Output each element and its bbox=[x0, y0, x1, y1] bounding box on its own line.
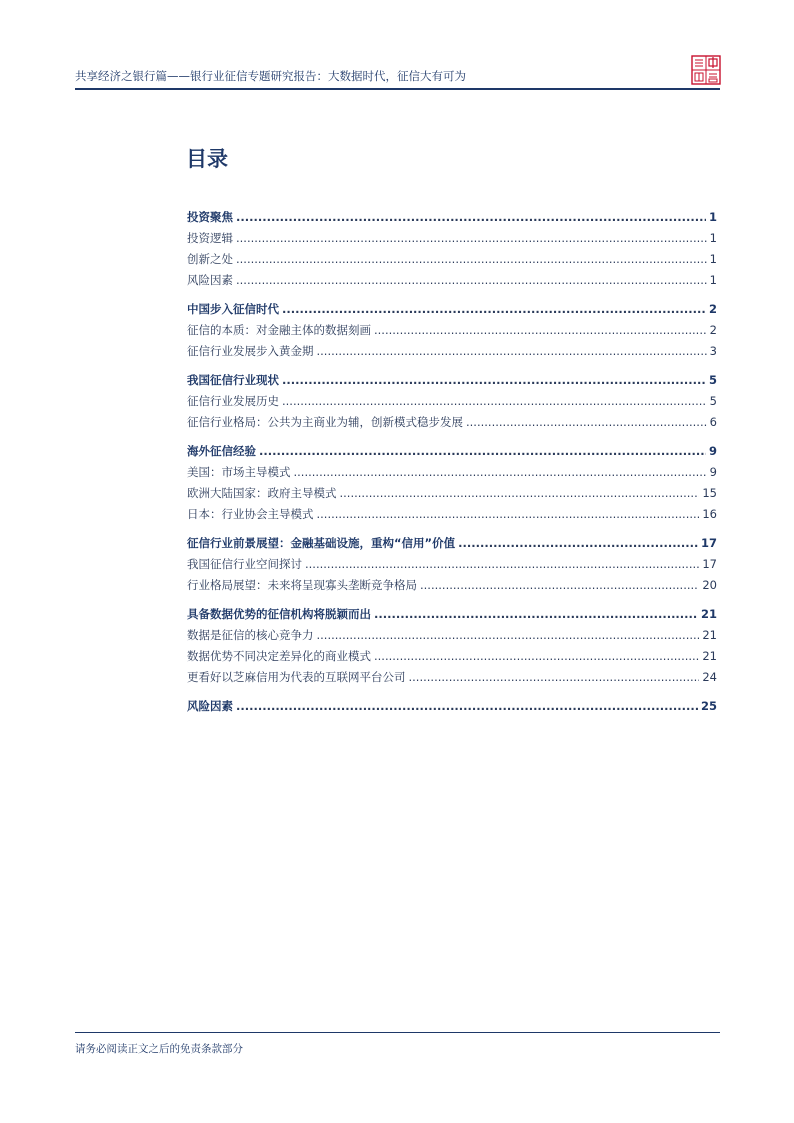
toc-entry-title: 日本：行业协会主导模式 bbox=[187, 507, 314, 521]
toc-leader-dots bbox=[236, 270, 707, 291]
toc-entry-title: 中国步入征信时代 bbox=[187, 302, 279, 316]
citic-securities-logo bbox=[691, 55, 721, 85]
toc-entry[interactable] bbox=[187, 249, 717, 270]
toc-page-number: 25 bbox=[700, 699, 717, 713]
toc-leader-dots bbox=[374, 603, 698, 625]
toc-heading: 目录 bbox=[186, 147, 228, 171]
toc-page-number: 24 bbox=[702, 670, 717, 684]
toc-entry[interactable] bbox=[187, 320, 717, 341]
toc-entry[interactable] bbox=[187, 483, 717, 504]
toc-leader-dots bbox=[458, 532, 698, 554]
toc-section bbox=[187, 206, 717, 291]
toc-section-entry[interactable] bbox=[187, 206, 717, 228]
toc-section bbox=[187, 298, 717, 362]
toc-page-number: 21 bbox=[702, 649, 717, 663]
toc-entry-title: 欧洲大陆国家：政府主导模式 bbox=[187, 486, 337, 500]
toc-leader-dots bbox=[374, 646, 699, 667]
toc-entry-title: 征信行业发展历史 bbox=[187, 394, 279, 408]
toc-leader-dots bbox=[236, 249, 707, 270]
toc-entry-title: 数据是征信的核心竞争力 bbox=[187, 628, 314, 642]
toc-entry-title: 风险因素 bbox=[187, 699, 233, 713]
toc-leader-dots bbox=[466, 412, 707, 433]
toc-entry[interactable] bbox=[187, 504, 717, 525]
toc-leader-dots bbox=[374, 320, 707, 341]
toc-page-number: 5 bbox=[709, 394, 717, 408]
toc-leader-dots bbox=[317, 504, 700, 525]
footer-divider bbox=[75, 1032, 720, 1033]
toc-section-entry[interactable] bbox=[187, 603, 717, 625]
toc-entry-title: 投资逻辑 bbox=[187, 231, 233, 245]
toc-entry-title: 我国征信行业空间探讨 bbox=[187, 557, 302, 571]
table-of-contents bbox=[187, 206, 717, 724]
toc-section bbox=[187, 532, 717, 596]
toc-entry-title: 具备数据优势的征信机构将脱颖而出 bbox=[187, 607, 371, 621]
toc-leader-dots bbox=[282, 369, 706, 391]
toc-entry-title: 行业格局展望：未来将呈现寡头垄断竞争格局 bbox=[187, 578, 417, 592]
toc-entry[interactable] bbox=[187, 667, 717, 688]
disclaimer-note: 请务必阅读正文之后的免责条款部分 bbox=[75, 1043, 243, 1055]
toc-entry[interactable] bbox=[187, 646, 717, 667]
toc-entry[interactable] bbox=[187, 554, 717, 575]
toc-page-number: 9 bbox=[709, 465, 717, 479]
toc-entry-title: 海外征信经验 bbox=[187, 444, 256, 458]
toc-leader-dots bbox=[420, 575, 699, 596]
toc-entry[interactable] bbox=[187, 391, 717, 412]
toc-leader-dots bbox=[340, 483, 700, 504]
toc-page-number: 5 bbox=[708, 373, 717, 387]
toc-section-entry[interactable] bbox=[187, 440, 717, 462]
toc-entry-title: 征信行业格局：公共为主商业为辅，创新模式稳步发展 bbox=[187, 415, 463, 429]
toc-page-number: 21 bbox=[700, 607, 717, 621]
toc-page-number: 1 bbox=[708, 210, 717, 224]
toc-leader-dots bbox=[282, 298, 706, 320]
toc-entry[interactable] bbox=[187, 575, 717, 596]
toc-section bbox=[187, 695, 717, 717]
toc-page-number: 21 bbox=[702, 628, 717, 642]
toc-page-number: 17 bbox=[700, 536, 717, 550]
toc-entry-title: 投资聚焦 bbox=[187, 210, 233, 224]
toc-page-number: 9 bbox=[708, 444, 717, 458]
toc-entry-title: 数据优势不同决定差异化的商业模式 bbox=[187, 649, 371, 663]
toc-leader-dots bbox=[317, 341, 707, 362]
toc-entry-title: 征信的本质：对金融主体的数据刻画 bbox=[187, 323, 371, 337]
header-divider bbox=[75, 88, 720, 90]
toc-entry[interactable] bbox=[187, 625, 717, 646]
toc-leader-dots bbox=[259, 440, 706, 462]
toc-page-number: 1 bbox=[709, 273, 717, 287]
toc-entry-title: 征信行业前景展望：金融基础设施，重构“信用”价值 bbox=[187, 536, 456, 550]
toc-leader-dots bbox=[305, 554, 699, 575]
toc-page-number: 1 bbox=[709, 231, 717, 245]
toc-entry-title: 更看好以芝麻信用为代表的互联网平台公司 bbox=[187, 670, 406, 684]
toc-section bbox=[187, 440, 717, 525]
toc-entry[interactable] bbox=[187, 228, 717, 249]
toc-page-number: 1 bbox=[709, 252, 717, 266]
toc-entry-title: 创新之处 bbox=[187, 252, 233, 266]
toc-page-number: 2 bbox=[709, 323, 717, 337]
toc-entry[interactable] bbox=[187, 412, 717, 433]
toc-entry-title: 我国征信行业现状 bbox=[187, 373, 279, 387]
toc-leader-dots bbox=[282, 391, 707, 412]
toc-leader-dots bbox=[317, 625, 700, 646]
toc-page-number: 6 bbox=[709, 415, 717, 429]
toc-leader-dots bbox=[409, 667, 700, 688]
toc-entry-title: 美国：市场主导模式 bbox=[187, 465, 291, 479]
toc-entry-title: 风险因素 bbox=[187, 273, 233, 287]
report-title: 共享经济之银行篇——银行业征信专题研究报告：大数据时代，征信大有可为 bbox=[75, 69, 466, 83]
toc-entry[interactable] bbox=[187, 270, 717, 291]
toc-section bbox=[187, 369, 717, 433]
toc-leader-dots bbox=[236, 228, 707, 249]
toc-section-entry[interactable] bbox=[187, 532, 717, 554]
toc-page-number: 2 bbox=[708, 302, 717, 316]
toc-leader-dots bbox=[236, 695, 698, 717]
toc-page-number: 3 bbox=[709, 344, 717, 358]
toc-section-entry[interactable] bbox=[187, 298, 717, 320]
toc-page-number: 15 bbox=[702, 486, 717, 500]
toc-section-entry[interactable] bbox=[187, 695, 717, 717]
toc-page-number: 16 bbox=[702, 507, 717, 521]
toc-page-number: 20 bbox=[702, 578, 717, 592]
toc-leader-dots bbox=[236, 206, 706, 228]
toc-section bbox=[187, 603, 717, 688]
toc-entry-title: 征信行业发展步入黄金期 bbox=[187, 344, 314, 358]
toc-section-entry[interactable] bbox=[187, 369, 717, 391]
toc-entry[interactable] bbox=[187, 341, 717, 362]
toc-entry[interactable] bbox=[187, 462, 717, 483]
toc-page-number: 17 bbox=[702, 557, 717, 571]
toc-leader-dots bbox=[294, 462, 707, 483]
